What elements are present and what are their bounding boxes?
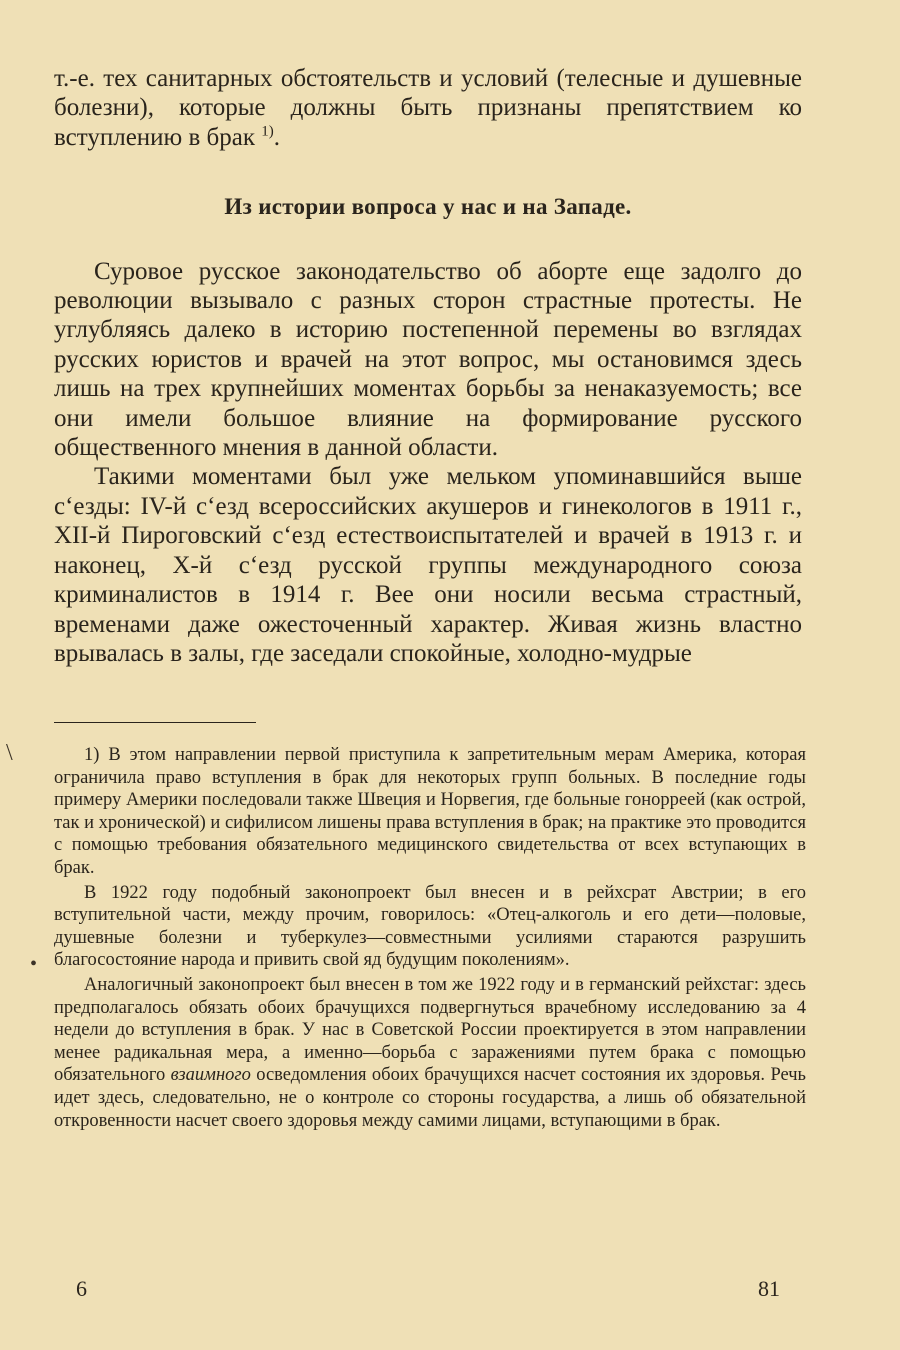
page-number-right: 81 [758, 1276, 780, 1301]
footnote-divider [54, 722, 256, 723]
paragraph: Суровое русское законодательство об аборте еще задолго до революции вызывало с разных сторон страстные протесты. Не углубляясь далеко в историю постепенной перемены во взглядах русских юристов и врачей на этот вопрос, мы остановимся здесь лишь на трех крупнейших моментах борьбы за ненаказуемость; все они имели большое влияние на формирование русского общественного мнения в данной области. [54, 257, 802, 462]
footnote-paragraph: В 1922 году подобный законопроект был внесен и в рейхсрат Австрии; в его вступительной части, между прочим, говорилось: «Отец-алкоголь и его дети—половые, душевные болезни и туберкулез—совместными усилиями стараются разрушить благосостояние народа и привить свой яд будущим поколениям». [54, 882, 806, 971]
footnote-1: 1) В этом направлении первой приступила к запретительным мерам Америка, которая ограничила право вступления в брак для некоторых групп больных. В последние годы примеру Америки последовали также Швеция и Норвегия, где больные гонорреей (как острой, так и хронической) и сифилисом лишены права вступления в брак; на практике это проводится с помощью требования обязательного медицинского свидетельства от всех вступающих в брак. [54, 745, 806, 878]
footnote-text: Аналогичный законопроект был внесен в том же 1922 году и в германский рейхстаг: здесь предполагалось обязать обоих брачущихся подвергнуться врачебному исследованию за 4 недели до вступления в брак. У нас в Советской России проектируется в этом направлении менее радикальная мера, а именно—борьба с заражениями путем брака с помощью обязательного [54, 974, 806, 1086]
period: . [273, 123, 281, 151]
main-text [54, 64, 802, 668]
page-number-left: 6 [76, 1276, 87, 1301]
footnote-text: осведомления обоих брачущихся насчет состояния их здоровья. Речь идет здесь, следовательно, не о контроле со стороны государства, а лишь об обязательной откровенности насчет своего здоровья между самими лицами, вступающими в брак. [54, 1065, 806, 1131]
footnote-paragraph [54, 974, 806, 1132]
footnotes [54, 744, 806, 1132]
footnote-ref[interactable]: 1) [261, 123, 274, 140]
emphasis: взаимного [170, 1065, 251, 1086]
margin-dot: • [30, 953, 38, 975]
section-heading: Из истории вопроса у нас и на Западе. [224, 194, 632, 220]
paragraph: Такими моментами был уже мельком упоминавшийся выше с‘езды: IV-й с‘езд всероссийских акушеров и гинекологов в 1911 г., XII-й Пироговский с‘езд естествоиспытателей и врачей в 1913 г. и наконец, X-й с‘езд русской группы международного союза криминалистов в 1914 г. Вее они носили весьма страстный, временами даже ожесточенный характер. Живая жизнь властно врывалась в залы, где заседали спокойные, холодно-мудрые [54, 463, 802, 667]
margin-mark: \ [6, 740, 13, 766]
paragraph-continuation [54, 64, 802, 152]
paragraph-text: т.-е. тех санитарных обстоятельств и условий (телесные и душевные болезни), которые должны быть признаны препятствием ко вступлению в брак [54, 65, 802, 151]
